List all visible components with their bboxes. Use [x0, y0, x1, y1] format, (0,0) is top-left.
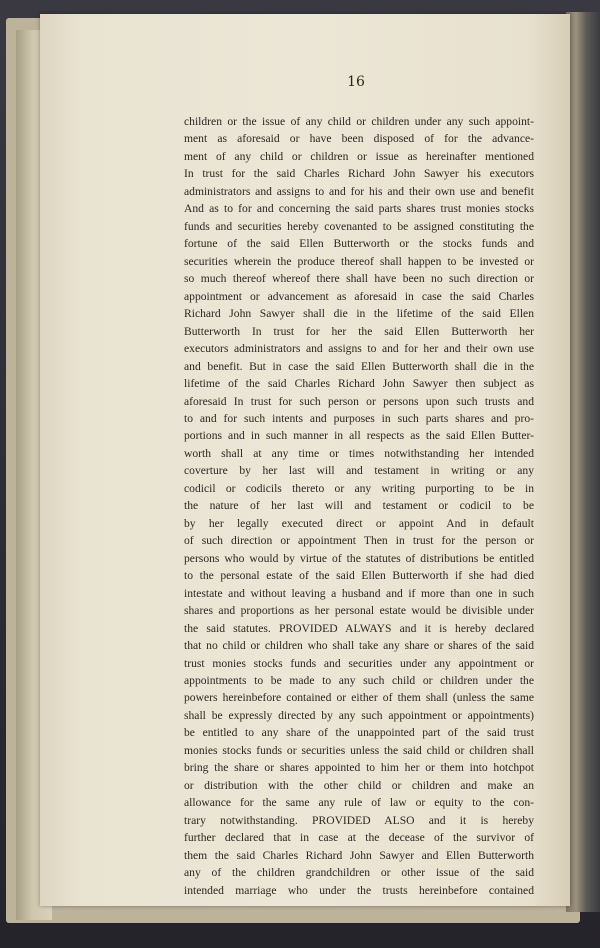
- text-line: that no child or children who shall take any share or shares of the said: [184, 639, 534, 653]
- text-line: ment as aforesaid or have been disposed of for the advance-: [184, 132, 534, 146]
- text-line: Butterworth In trust for her the said Ellen Butterworth her: [184, 324, 534, 338]
- text-line: children or the issue of any child or children under any such appoint-: [184, 115, 534, 128]
- text-line: Richard John Sawyer shall die in the lifetime of the said Ellen: [184, 307, 534, 321]
- text-line: portions and in such manner in all respects as the said Ellen Butter-: [184, 429, 534, 443]
- text-line: codicil or codicils thereto or any writing purporting to be in: [184, 481, 534, 495]
- text-line: aforesaid In trust for such person or persons upon such trusts and: [184, 394, 534, 408]
- text-line: intestate and without leaving a husband and if more than one in such: [184, 586, 534, 600]
- text-line: to and for such intents and purposes in such parts shares and pro-: [184, 411, 534, 425]
- text-line: intended marriage who under the trusts hereinbefore contained: [184, 883, 534, 897]
- text-line: and benefit. But in case the said Ellen Butterworth shall die in the: [184, 359, 534, 373]
- text-line: securities wherein the produce thereof shall happen to be invested or: [184, 254, 534, 268]
- text-line: shall be expressly directed by any such appointment or appointments): [184, 708, 534, 722]
- text-line: powers hereinbefore contained or either of them shall (unless the same: [184, 691, 534, 705]
- text-line: lifetime of the said Charles Richard John Sawyer then subject as: [184, 377, 534, 391]
- page-number: 16: [347, 74, 365, 90]
- text-line: executors administrators and assigns to and for her and their own use: [184, 342, 534, 356]
- text-line: the said statutes. PROVIDED ALWAYS and it is hereby declared: [184, 621, 534, 635]
- text-line: ment of any child or children or issue as hereinafter mentioned: [184, 149, 534, 163]
- text-line: so much thereof whereof there shall have been no such direction or: [184, 272, 534, 286]
- text-line: the nature of her last will and testament or codicil to be: [184, 499, 534, 513]
- book-edge: [566, 12, 600, 912]
- text-line: them the said Charles Richard John Sawyer and Ellen Butterworth: [184, 848, 534, 862]
- text-line: And as to for and concerning the said parts shares trust monies stocks: [184, 202, 534, 216]
- text-line: of such direction or appointment Then in trust for the person or: [184, 534, 534, 548]
- text-line: appointment or advancement as aforesaid in case the said Charles: [184, 289, 534, 303]
- text-line: fortune of the said Ellen Butterworth or the stocks funds and: [184, 237, 534, 251]
- text-line: bring the share or shares appointed to him her or them into hotchpot: [184, 761, 534, 775]
- text-line: trust monies stocks funds and securities under any appointment or: [184, 656, 534, 670]
- text-line: by her legally executed direct or appoint And in default: [184, 516, 534, 530]
- body-text: [184, 113, 534, 899]
- text-line: monies stocks funds or securities unless the said child or children shall: [184, 743, 534, 757]
- text-line: further declared that in case at the decease of the survivor of: [184, 831, 534, 845]
- text-line: or distribution with the other child or children and make an: [184, 778, 534, 792]
- text-line: In trust for the said Charles Richard John Sawyer his executors: [184, 167, 534, 181]
- text-line: administrators and assigns to and for his and their own use and benefit: [184, 184, 534, 198]
- text-line: any of the children grandchildren or other issue of the said: [184, 866, 534, 880]
- text-line: shares and proportions as her personal estate would be divisible under: [184, 604, 534, 618]
- text-line: worth shall at any time or times notwithstanding her intended: [184, 446, 534, 460]
- text-line: allowance for the same any rule of law or equity to the con-: [184, 796, 534, 810]
- text-line: funds and securities hereby covenanted to be assigned constituting the: [184, 219, 534, 233]
- text-line: persons who would by virtue of the statutes of distributions be entitled: [184, 551, 534, 565]
- text-line: trary notwithstanding. PROVIDED ALSO and it is hereby: [184, 813, 534, 827]
- text-line: coverture by her last will and testament in writing or any: [184, 464, 534, 478]
- text-line: appointments to be made to any such child or children under the: [184, 674, 534, 687]
- text-line: to the personal estate of the said Ellen Butterworth if she had died: [184, 569, 534, 583]
- text-line: be entitled to any share of the unappointed part of the said trust: [184, 726, 534, 740]
